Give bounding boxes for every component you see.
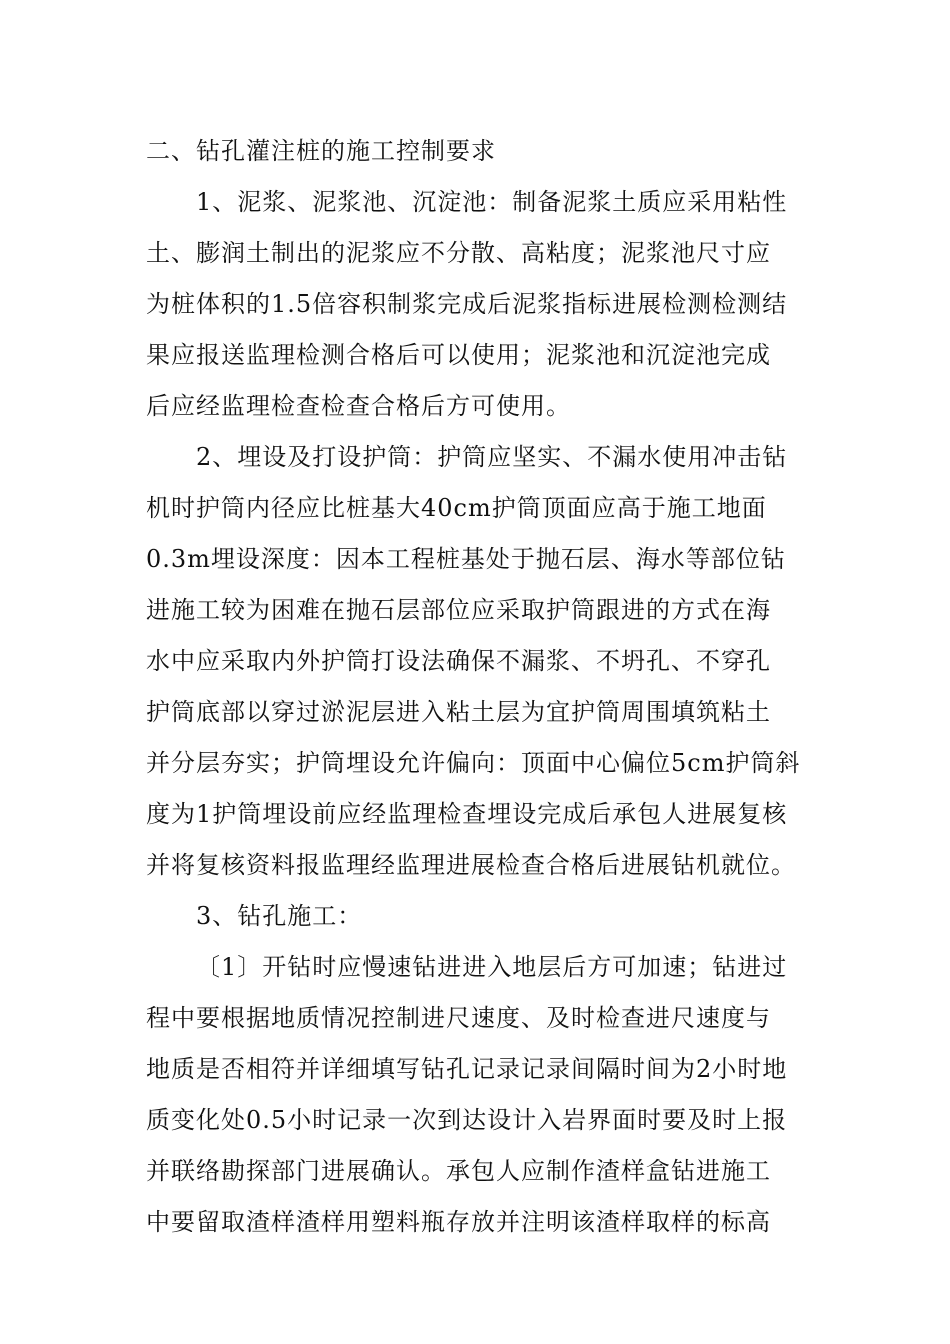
paragraph-3-line-3: 地质是否相符并详细填写钻孔记录记录间隔时间为2小时地 bbox=[146, 1055, 788, 1083]
paragraph-3-line-1: 〔1〕开钻时应慢速钻进进入地层后方可加速；钻进过 bbox=[196, 953, 788, 981]
paragraph-1-line-1: 1、泥浆、泥浆池、沉淀池：制备泥浆土质应采用粘性 bbox=[196, 188, 788, 216]
paragraph-3-line-6: 中要留取渣样渣样用塑料瓶存放并注明该渣样取样的标高 bbox=[146, 1208, 771, 1236]
paragraph-1-line-2: 土、膨润土制出的泥浆应不分散、高粘度；泥浆池尺寸应 bbox=[146, 239, 771, 267]
paragraph-3-line-4: 质变化处0.5小时记录一次到达设计入岩界面时要及时上报 bbox=[146, 1106, 788, 1134]
paragraph-2-line-3: 0.3m埋设深度：因本工程桩基处于抛石层、海水等部位钻 bbox=[146, 545, 786, 573]
paragraph-2-line-9: 并将复核资料报监理经监理进展检查合格后进展钻机就位。 bbox=[146, 851, 796, 879]
paragraph-3-line-2: 程中要根据地质情况控制进尺速度、及时检查进尺速度与 bbox=[146, 1004, 771, 1032]
paragraph-2-line-6: 护筒底部以穿过淤泥层进入粘土层为宜护筒周围填筑粘土 bbox=[146, 698, 771, 726]
paragraph-2-line-2: 机时护筒内径应比桩基大40cm护筒顶面应高于施工地面 bbox=[146, 494, 767, 522]
paragraph-3-line-5: 并联络勘探部门进展确认。承包人应制作渣样盒钻进施工 bbox=[146, 1157, 771, 1185]
paragraph-1-line-3: 为桩体积的1.5倍容积制浆完成后泥浆指标进展检测检测结 bbox=[146, 290, 788, 318]
paragraph-2-line-7: 并分层夯实；护筒埋设允许偏向：顶面中心偏位5cm护筒斜 bbox=[146, 749, 801, 777]
paragraph-2-line-4: 进施工较为困难在抛石层部位应采取护筒跟进的方式在海 bbox=[146, 596, 771, 624]
paragraph-2-line-1: 2、埋设及打设护筒：护筒应坚实、不漏水使用冲击钻 bbox=[196, 443, 788, 471]
paragraph-1-line-5: 后应经监理检查检查合格后方可使用。 bbox=[146, 392, 571, 420]
paragraph-2-line-5: 水中应采取内外护筒打设法确保不漏浆、不坍孔、不穿孔 bbox=[146, 647, 771, 675]
paragraph-1-line-4: 果应报送监理检测合格后可以使用；泥浆池和沉淀池完成 bbox=[146, 341, 771, 369]
paragraph-2-line-8: 度为1护筒埋设前应经监理检查埋设完成后承包人进展复核 bbox=[146, 800, 788, 828]
section-heading: 二、钻孔灌注桩的施工控制要求 bbox=[146, 137, 496, 165]
subsection-heading: 3、钻孔施工： bbox=[196, 902, 363, 930]
